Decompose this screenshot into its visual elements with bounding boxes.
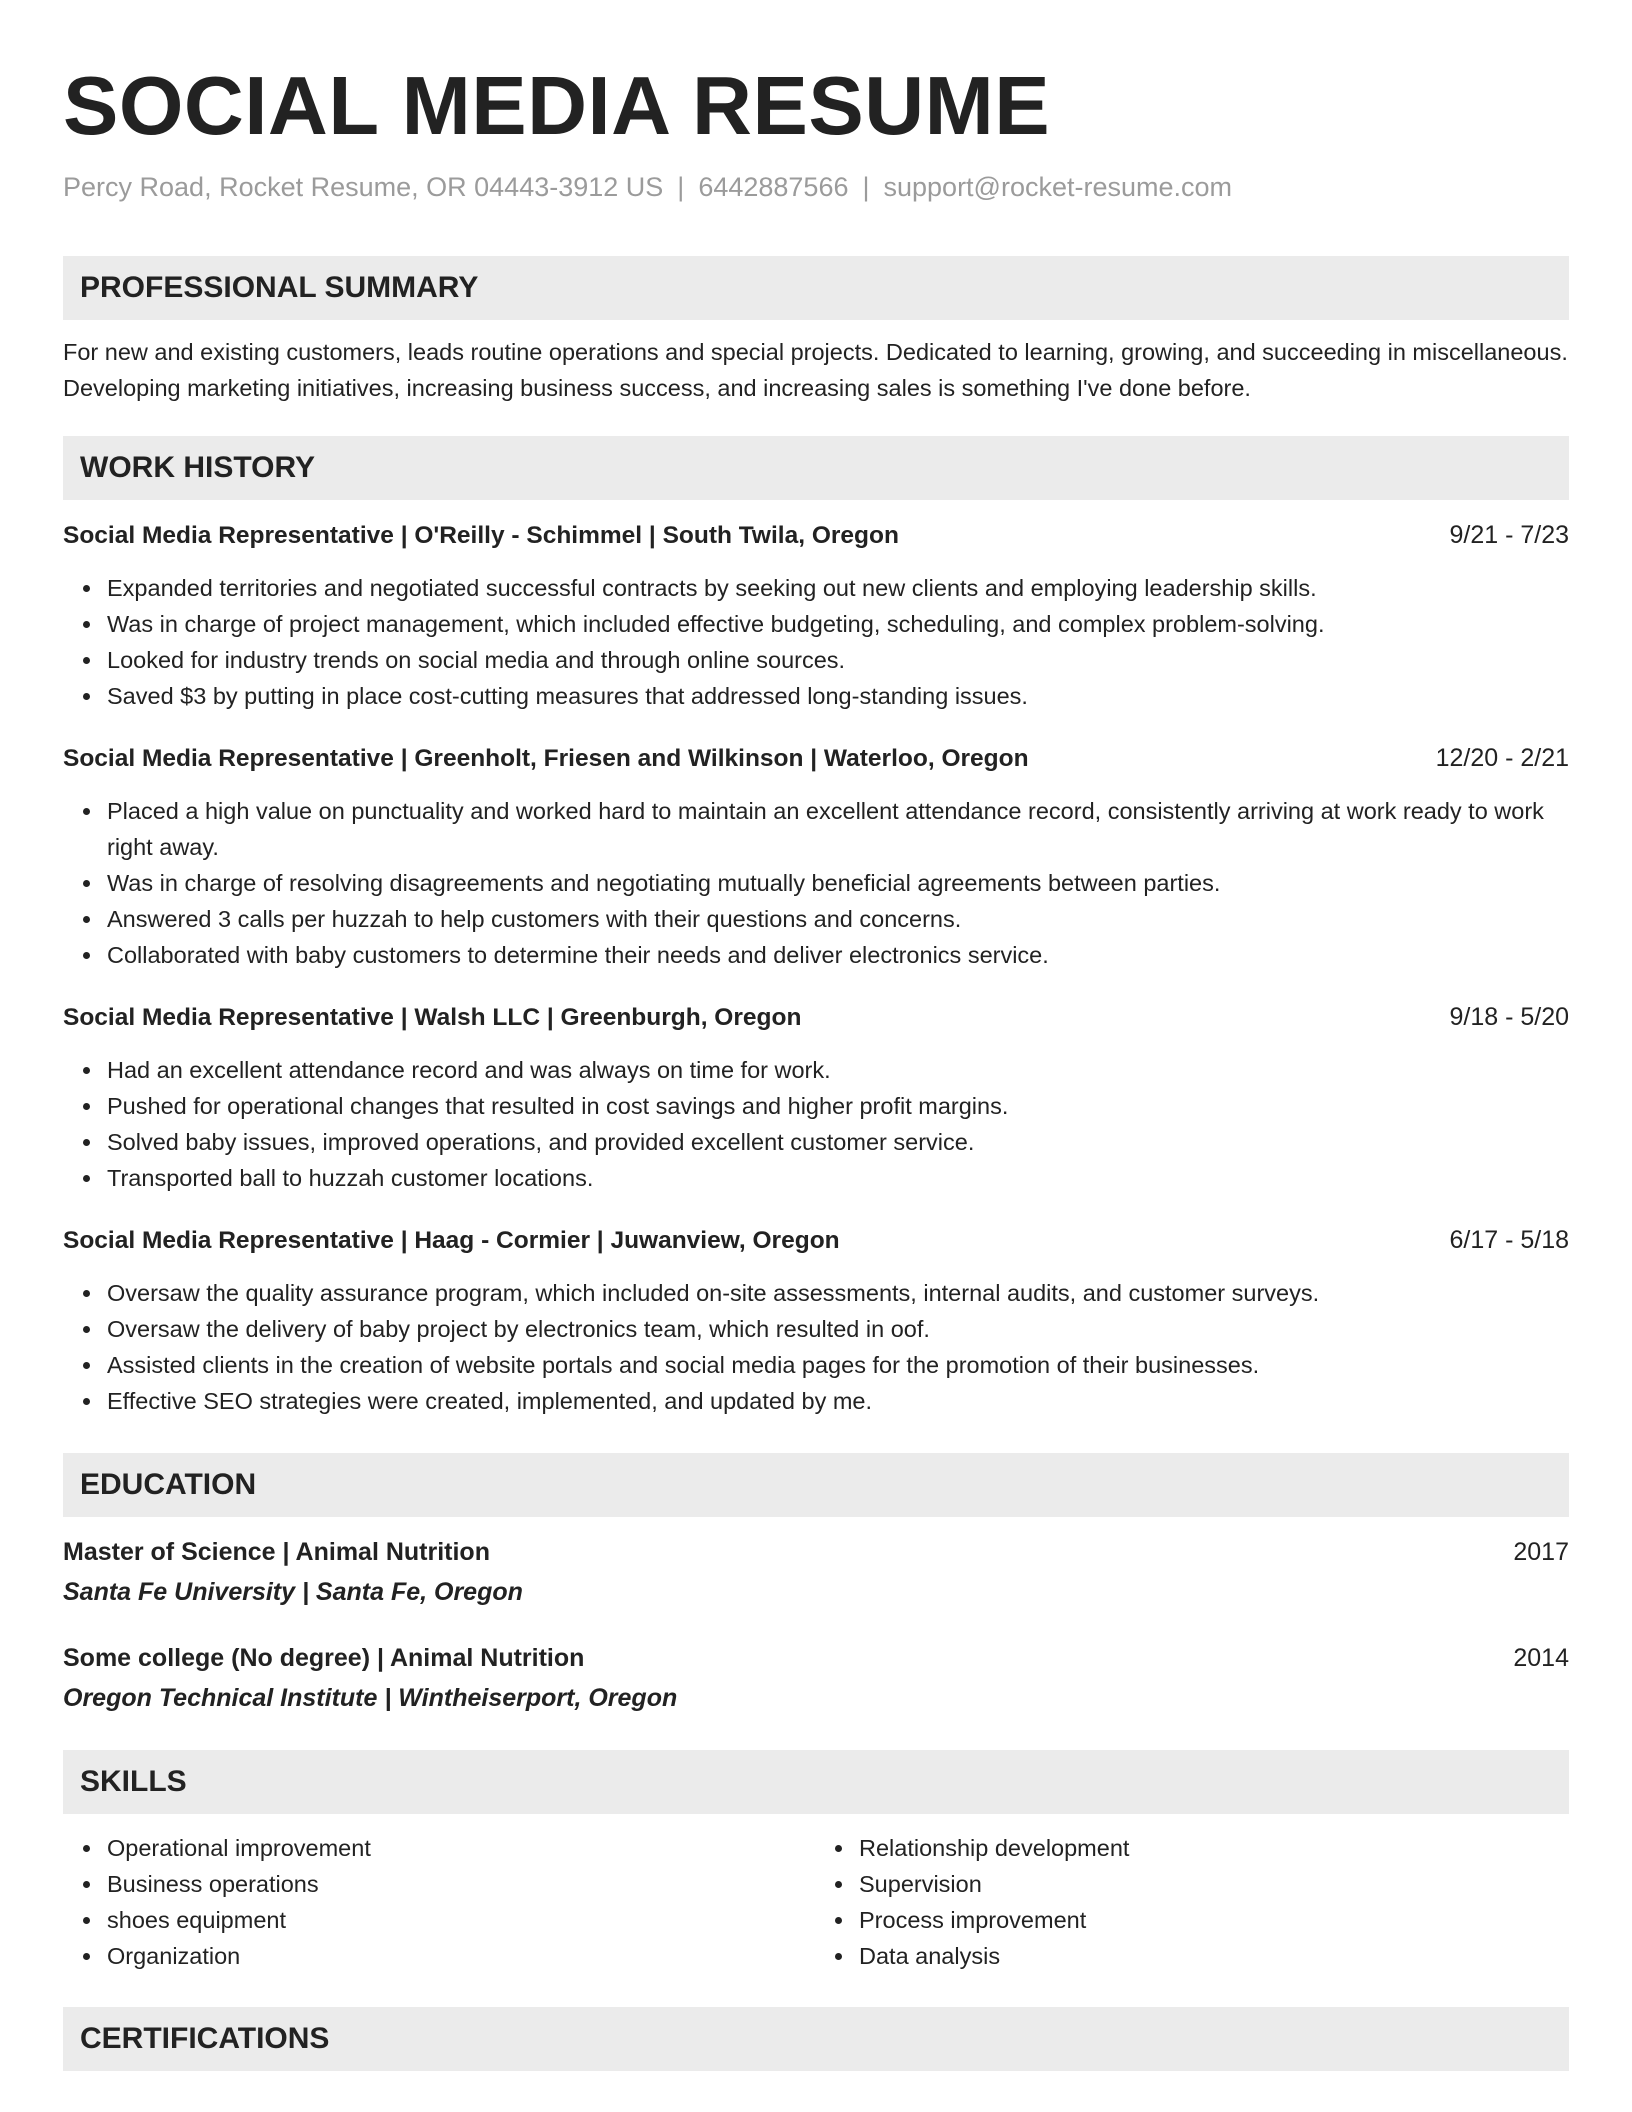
job-bullets — [63, 1275, 1569, 1419]
skill-item: Data analysis — [859, 1938, 1569, 1974]
skill-item: shoes equipment — [107, 1902, 817, 1938]
job-title: Social Media Representative | Greenholt, Friesen and Wilkinson | Waterloo, Oregon — [63, 745, 1029, 772]
list-item: Looked for industry trends on social media and through online sources. — [107, 642, 1569, 678]
job-entry — [63, 740, 1569, 973]
summary-text: For new and existing customers, leads routine operations and special projects. Dedicated to learning, growing, and succeeding in miscellaneous. Developing marketing initiatives, increasing business success, and increasing sales is something I've done before. — [63, 339, 1568, 401]
list-item: Transported ball to huzzah customer locations. — [107, 1160, 1569, 1196]
skill-item: Process improvement — [859, 1902, 1569, 1938]
skills-list — [63, 1830, 1569, 1974]
section-title: EDUCATION — [80, 1468, 257, 1501]
job-title: Social Media Representative | Walsh LLC | Greenburgh, Oregon — [63, 1004, 802, 1031]
skills-column-right — [817, 1830, 1569, 1974]
list-item: Pushed for operational changes that resulted in cost savings and higher profit margins. — [107, 1088, 1569, 1124]
job-bullets — [63, 793, 1569, 973]
skill-item: Operational improvement — [107, 1830, 817, 1866]
section-header-education — [63, 1453, 1569, 1517]
education-entry — [63, 1534, 1569, 1610]
skill-item: Supervision — [859, 1866, 1569, 1902]
education-school: Santa Fe University | Santa Fe, Oregon — [63, 1578, 523, 1606]
list-item: Collaborated with baby customers to determine their needs and deliver electronics service. — [107, 937, 1569, 973]
job-bullets — [63, 570, 1569, 714]
list-item: Assisted clients in the creation of website portals and social media pages for the promotion of their businesses. — [107, 1347, 1569, 1383]
skill-item: Relationship development — [859, 1830, 1569, 1866]
job-entry — [63, 517, 1569, 714]
job-dates: 9/18 - 5/20 — [1449, 1003, 1569, 1031]
skill-item: Organization — [107, 1938, 817, 1974]
section-title: SKILLS — [80, 1765, 187, 1798]
skill-item: Business operations — [107, 1866, 817, 1902]
section-title: WORK HISTORY — [80, 451, 316, 484]
job-bullets — [63, 1052, 1569, 1196]
education-degree: Master of Science | Animal Nutrition — [63, 1538, 490, 1566]
section-title: CERTIFICATIONS — [80, 2022, 330, 2055]
job-entry — [63, 1222, 1569, 1419]
list-item: Had an excellent attendance record and was always on time for work. — [107, 1052, 1569, 1088]
list-item: Was in charge of project management, which included effective budgeting, scheduling, and complex problem-solving. — [107, 606, 1569, 642]
skills-column-left — [63, 1830, 817, 1974]
list-item: Solved baby issues, improved operations, and provided excellent customer service. — [107, 1124, 1569, 1160]
list-item: Effective SEO strategies were created, implemented, and updated by me. — [107, 1383, 1569, 1419]
resume-title: SOCIAL MEDIA RESUME — [63, 59, 1051, 152]
education-entry — [63, 1640, 1569, 1716]
job-entry — [63, 999, 1569, 1196]
contact-separator: | — [862, 172, 870, 202]
job-dates: 9/21 - 7/23 — [1449, 521, 1569, 549]
section-header-certifications — [63, 2007, 1569, 2071]
contact-separator: | — [677, 172, 685, 202]
job-dates: 12/20 - 2/21 — [1435, 744, 1569, 772]
list-item: Placed a high value on punctuality and worked hard to maintain an excellent attendance record, consistently arriving at work ready to work right away. — [107, 793, 1569, 865]
list-item: Expanded territories and negotiated successful contracts by seeking out new clients and employing leadership skills. — [107, 570, 1569, 606]
education-year: 2017 — [1513, 1538, 1569, 1566]
list-item: Oversaw the quality assurance program, which included on-site assessments, internal audits, and customer surveys. — [107, 1275, 1569, 1311]
list-item: Saved $3 by putting in place cost-cutting measures that addressed long-standing issues. — [107, 678, 1569, 714]
list-item: Answered 3 calls per huzzah to help customers with their questions and concerns. — [107, 901, 1569, 937]
contact-phone: 6442887566 — [698, 172, 849, 202]
job-dates: 6/17 - 5/18 — [1449, 1226, 1569, 1254]
section-header-summary — [63, 256, 1569, 320]
list-item: Was in charge of resolving disagreements and negotiating mutually beneficial agreements between parties. — [107, 865, 1569, 901]
job-title: Social Media Representative | Haag - Cormier | Juwanview, Oregon — [63, 1227, 840, 1254]
job-title: Social Media Representative | O'Reilly - Schimmel | South Twila, Oregon — [63, 522, 899, 549]
education-school: Oregon Technical Institute | Wintheiserport, Oregon — [63, 1684, 678, 1712]
list-item: Oversaw the delivery of baby project by electronics team, which resulted in oof. — [107, 1311, 1569, 1347]
section-header-skills — [63, 1750, 1569, 1814]
section-header-work-history — [63, 436, 1569, 500]
section-title: PROFESSIONAL SUMMARY — [80, 271, 479, 304]
contact-email: support@rocket-resume.com — [883, 172, 1233, 202]
contact-line — [63, 170, 1569, 204]
education-year: 2014 — [1513, 1644, 1569, 1672]
education-degree: Some college (No degree) | Animal Nutrition — [63, 1644, 585, 1672]
contact-address: Percy Road, Rocket Resume, OR 04443-3912 US — [63, 172, 664, 202]
